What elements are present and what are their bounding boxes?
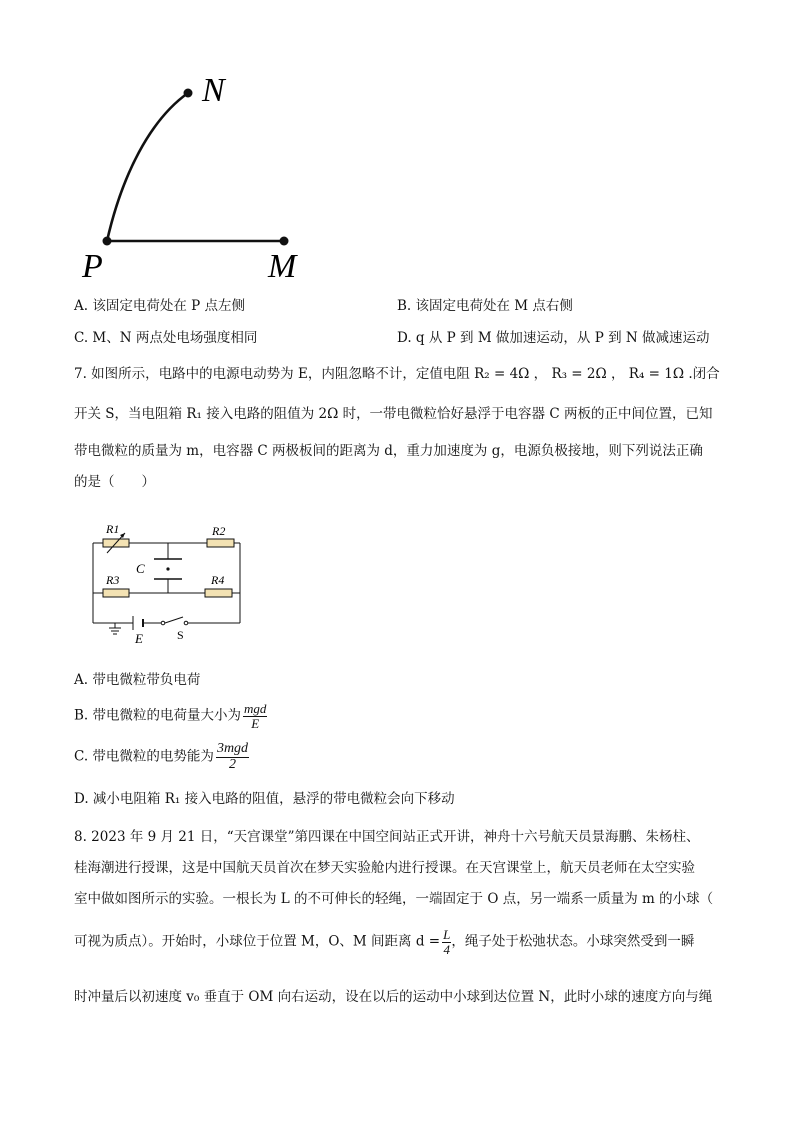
q8-stem-line-1: 8. 2023 年 9 月 21 日，“天宫课堂”第四课在中国空间站正式开讲，神舟十六号航天员景海鹏、朱杨柱、 bbox=[74, 829, 700, 845]
arc-pn bbox=[107, 93, 188, 241]
label-m: M bbox=[268, 248, 297, 285]
q7-option-b-fraction bbox=[243, 702, 267, 730]
resistor-r2 bbox=[207, 539, 234, 547]
q6-option-b: B. 该固定电荷处在 M 点右侧 bbox=[397, 298, 573, 314]
point-p bbox=[103, 237, 112, 246]
q7-stem-line-3: 带电微粒的质量为 m，电容器 C 两极板间的距离为 d，重力加速度为 g，电源负极接地，则下列说法正确 bbox=[74, 443, 703, 459]
q7-option-b bbox=[74, 702, 267, 730]
ground-icon bbox=[109, 628, 121, 634]
q7-option-c-fraction bbox=[216, 742, 249, 772]
label-p: P bbox=[82, 248, 103, 285]
q7-option-d: D. 减小电阻箱 R₁ 接入电路的阻值，悬浮的带电微粒会向下移动 bbox=[74, 791, 455, 807]
fraction-numerator: L bbox=[443, 927, 451, 942]
fraction-denominator: E bbox=[251, 715, 260, 731]
switch-contact-left bbox=[161, 621, 165, 625]
point-m bbox=[280, 237, 289, 246]
fraction-numerator: 3mgd bbox=[216, 741, 249, 756]
q7-option-c bbox=[74, 742, 249, 772]
q8-stem-line-2: 桂海潮进行授课，这是中国航天员首次在梦天实验舱内进行授课。在天宫课堂上，航天员老师在太空实验 bbox=[74, 860, 695, 876]
q7-stem-line-2: 开关 S，当电阻箱 R₁ 接入电路的阻值为 2Ω 时，一带电微粒恰好悬浮于电容器 C 两板的正中间位置，已知 bbox=[74, 406, 713, 422]
q6-option-c: C. M、N 两点处电场强度相同 bbox=[74, 330, 258, 346]
q6-option-d: D. q 从 P 到 M 做加速运动，从 P 到 N 做减速运动 bbox=[397, 330, 710, 346]
fraction-numerator: mgd bbox=[244, 701, 267, 716]
q8-stem-line-4 bbox=[74, 928, 694, 956]
fraction-denominator: 2 bbox=[229, 756, 236, 772]
label-r4: R4 bbox=[211, 573, 225, 587]
label-r1: R1 bbox=[106, 522, 120, 536]
q7-option-a: A. 带电微粒带负电荷 bbox=[74, 672, 201, 688]
switch-contact-right bbox=[184, 621, 188, 625]
field-figure bbox=[70, 70, 330, 285]
q7-option-c-text: C. 带电微粒的电势能为 bbox=[74, 748, 214, 765]
label-n: N bbox=[202, 72, 225, 109]
q8-distance-fraction bbox=[442, 928, 451, 956]
resistor-r4 bbox=[205, 589, 232, 597]
q7-stem-line-4: 的是（ ） bbox=[74, 474, 155, 490]
q8-stem-line-3: 室中做如图所示的实验。一根长为 L 的不可伸长的轻绳，一端固定于 O 点，另一端系一质量为 m 的小球（ bbox=[74, 891, 714, 907]
label-e: E bbox=[135, 631, 143, 645]
point-n bbox=[184, 89, 193, 98]
q7-stem-line-1: 7. 如图所示，电路中的电源电动势为 E，内阻忽略不计，定值电阻 R₂ = 4Ω ， R₃ = 2Ω ， R₄ = 1Ω .闭合 bbox=[74, 366, 720, 382]
label-r2: R2 bbox=[212, 524, 226, 538]
circuit-diagram bbox=[85, 515, 250, 645]
label-s: S bbox=[177, 628, 184, 642]
q8-stem-line-5: 时冲量后以初速度 v₀ 垂直于 OM 向右运动，设在以后的运动中小球到达位置 N，此时小球的速度方向与绳 bbox=[74, 989, 713, 1005]
label-c: C bbox=[136, 561, 145, 576]
q8-line-4-prefix: 可视为质点）。开始时，小球位于位置 M，O、M 间距离 d = bbox=[74, 933, 441, 950]
fraction-denominator: 4 bbox=[443, 941, 450, 957]
q6-option-a: A. 该固定电荷处在 P 点左侧 bbox=[74, 298, 245, 314]
resistor-r3 bbox=[103, 589, 129, 597]
q8-line-4-suffix: ，绳子处于松弛状态。小球突然受到一瞬 bbox=[451, 933, 695, 950]
q7-option-b-text: B. 带电微粒的电荷量大小为 bbox=[74, 707, 242, 724]
charged-particle bbox=[166, 567, 169, 570]
label-r3: R3 bbox=[106, 573, 120, 587]
